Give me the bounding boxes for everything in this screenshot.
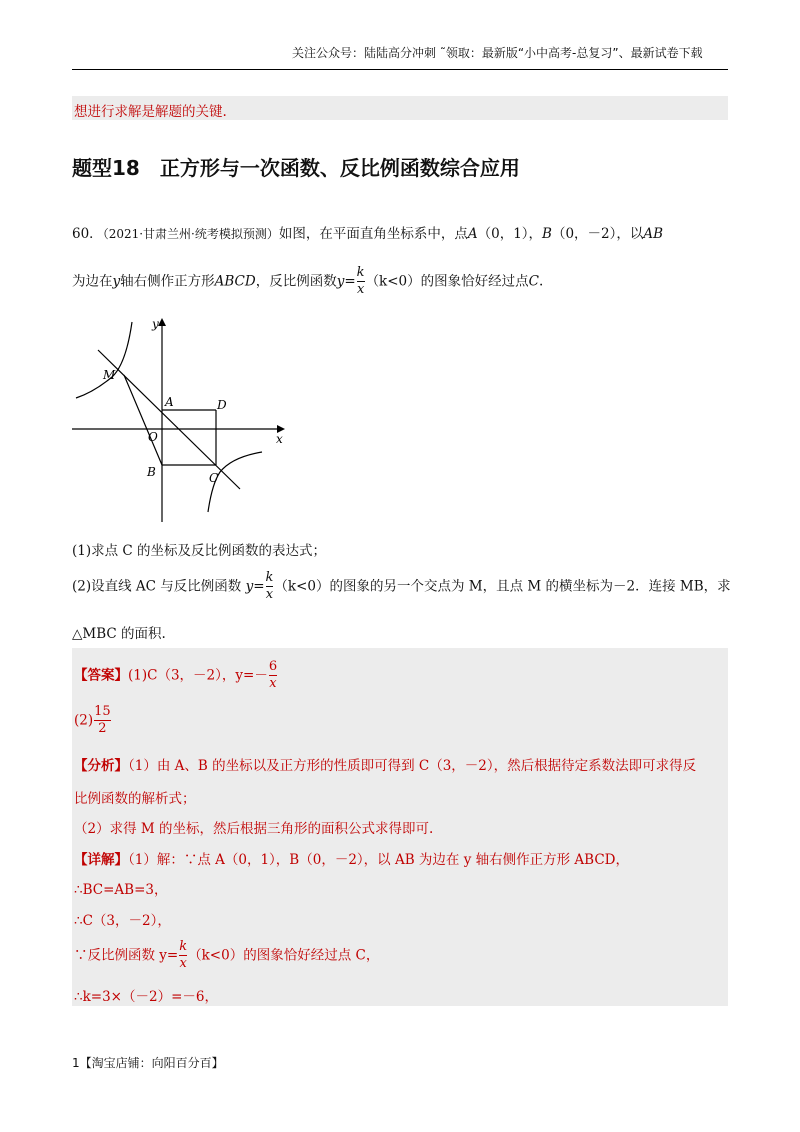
denominator: x xyxy=(269,675,277,691)
denominator: x xyxy=(179,955,187,971)
question-2-line-1 xyxy=(72,571,731,603)
problem-number: 60． xyxy=(72,226,103,242)
detail-line-2: ∴BC=AB=3， xyxy=(74,882,168,898)
analysis-text: （1）由 A、B 的坐标以及正方形的性质即可得到 C（3，－2），然后根据待定系数法即可求得反 xyxy=(128,758,697,774)
detail-line-1 xyxy=(74,848,629,868)
numerator: 6 xyxy=(268,659,278,674)
hyperbola-upper-left xyxy=(76,322,132,398)
detail-line-3: ∴C（3，－2）， xyxy=(74,913,171,929)
analysis-line-3: （2）求得 M 的坐标，然后根据三角形的面积公式求得即可. xyxy=(74,821,434,837)
fraction-k-over-x xyxy=(357,266,365,298)
label-d: D xyxy=(217,398,227,412)
coord-b: （0，－2） xyxy=(551,226,617,242)
problem-text: 为边在 xyxy=(72,273,113,290)
denominator: x xyxy=(265,586,274,602)
problem-text: ，反比例函数 xyxy=(255,273,337,290)
detail-text: ∵反比例函数 y= xyxy=(74,947,179,964)
detail-text: （k<0）的图象恰好经过点 C， xyxy=(188,947,380,964)
label-b: B xyxy=(147,465,156,479)
problem-line-2 xyxy=(72,266,543,298)
detail-tag: 【详解】 xyxy=(74,852,128,868)
period: . xyxy=(539,273,544,290)
var-y: y xyxy=(112,273,121,290)
numerator: 15 xyxy=(94,704,111,719)
func-y: y= xyxy=(245,578,265,595)
label-y: y xyxy=(152,317,159,331)
y-axis-arrow xyxy=(158,318,166,326)
page-footer: 1【淘宝店铺：向阳百分百】 xyxy=(72,1056,224,1070)
problem-line-1 xyxy=(72,222,663,242)
label-a: A xyxy=(165,395,174,409)
sep: ，以 xyxy=(616,226,644,242)
numerator: k xyxy=(356,265,365,280)
detail-line-5: ∴k=3×（－2）=－6， xyxy=(74,989,218,1005)
fraction-6-over-x xyxy=(269,660,277,692)
question-1: (1)求点 C 的坐标及反比例函数的表达式； xyxy=(72,543,327,559)
analysis-line-1 xyxy=(74,754,696,774)
answer-line-1 xyxy=(74,660,278,692)
detail-text: （1）解：∵点 A（0，1），B（0，－2），以 AB 为边在 y 轴右侧作正方形 ABCD， xyxy=(128,852,629,868)
label-o: O xyxy=(148,430,158,444)
point-a: A xyxy=(467,226,478,242)
condition: （k<0）的图象恰好经过点 xyxy=(365,273,529,290)
func-y: y= xyxy=(336,273,356,290)
label-x: x xyxy=(276,432,283,446)
coordinate-figure xyxy=(72,312,292,524)
answer-tag: 【答案】 xyxy=(74,667,128,684)
line-ac xyxy=(98,350,240,489)
answer-2-label: (2) xyxy=(74,712,94,729)
square-abcd: ABCD xyxy=(214,273,256,290)
sep: ， xyxy=(528,226,543,242)
fraction-k-over-x xyxy=(179,940,187,972)
q2-text: （k<0）的图象的另一个交点为 M，且点 M 的横坐标为－2．连接 MB，求 xyxy=(274,578,731,595)
label-c: C xyxy=(209,471,219,485)
label-m: M xyxy=(103,368,116,382)
denominator: x xyxy=(356,281,365,297)
segment-mb xyxy=(124,375,162,465)
page-header: 关注公众号：陆陆高分冲刺 ˜领取：最新版“小中高考-总复习”、最新试卷下载 xyxy=(292,46,703,60)
denominator: 2 xyxy=(94,720,111,737)
numerator: k xyxy=(179,939,188,954)
coord-a: （0，1） xyxy=(477,226,529,242)
point-b: B xyxy=(542,226,552,242)
q2-text: (2)设直线 AC 与反比例函数 xyxy=(72,578,246,595)
numerator: k xyxy=(265,570,274,585)
answer-line-2 xyxy=(74,705,112,737)
prev-solution-tail: 想进行求解是解题的关键. xyxy=(74,104,227,120)
analysis-line-2: 比例函数的解析式； xyxy=(74,791,196,807)
fraction-15-over-2 xyxy=(94,705,111,737)
segment-ab: AB xyxy=(643,226,664,242)
answer-1: (1)C（3，－2），y=－ xyxy=(128,667,268,684)
point-c: C xyxy=(528,273,539,290)
problem-text: 如图，在平面直角坐标系中，点 xyxy=(278,226,468,242)
fraction-k-over-x xyxy=(266,571,274,603)
detail-line-4 xyxy=(74,940,379,972)
problem-text: 轴右侧作正方形 xyxy=(120,273,215,290)
question-2-line-2: △MBC 的面积. xyxy=(72,626,166,642)
section-title: 题型18 正方形与一次函数、反比例函数综合应用 xyxy=(72,156,520,180)
analysis-tag: 【分析】 xyxy=(74,758,128,774)
header-rule xyxy=(72,69,728,70)
problem-source: （2021·甘肃兰州·统考模拟预测） xyxy=(102,227,279,241)
